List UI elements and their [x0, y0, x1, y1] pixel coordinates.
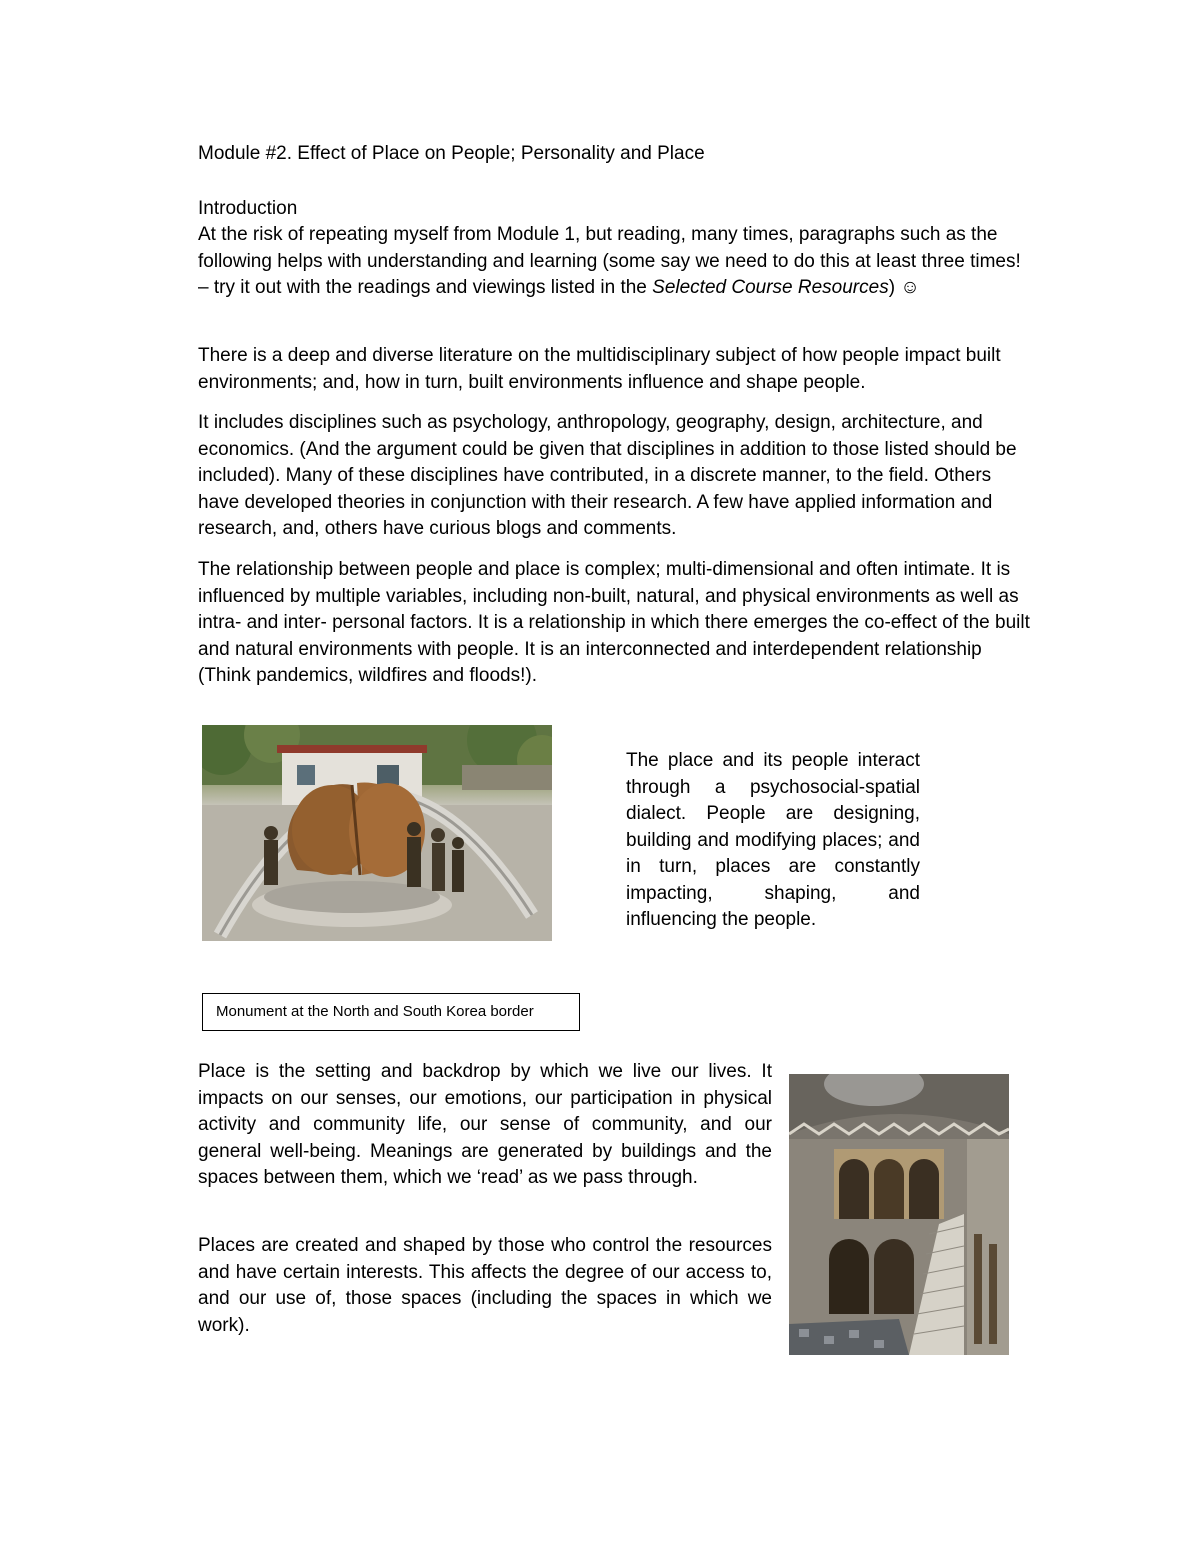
intro-text: At the risk of repeating myself from Module 1, but reading, many times, paragraphs such as the following helps with understanding and learning (some say we need to do this at least three times! – try it out with the readings and viewings listed in the [198, 224, 1021, 298]
interior-photo [789, 1074, 1009, 1355]
paragraph-literature: There is a deep and diverse literature on the multidisciplinary subject of how people impact built environments; and, how in turn, built environments influence and shape people. [198, 345, 1001, 393]
paragraph-relationship: The relationship between people and place is complex; multi-dimensional and often intimate. It is influenced by multiple variables, including non-built, natural, and physical environments as well as intra- and inter- personal factors. It is a relationship in which there emerges the co-effect of the built and natural environments with people. It is an interconnected and interdependent relationship (Think pandemics, wildfires and floods!). [198, 559, 1030, 686]
interior-illustration [789, 1074, 1009, 1355]
intro-paragraph [198, 222, 1030, 302]
paragraph-disciplines: It includes disciplines such as psychology, anthropology, geography, design, architecture, and economics. (And the argument could be given that disciplines in addition to those listed should be included). Many of these disciplines have contributed, in a discrete manner, to the field. Others have developed theories in conjunction with their research. A few have applied information and research, and, others have curious blogs and comments. [198, 412, 1017, 539]
monument-illustration [202, 725, 552, 941]
paragraph-place-setting: Place is the setting and backdrop by which we live our lives. It impacts on our senses, our emotions, our participation in physical activity and community life, our sense of community, and our general well-being. Meanings are generated by buildings and the spaces between them, which we ‘read’ as we pass through. [198, 1061, 772, 1188]
monument-photo [202, 725, 552, 941]
page-title: Module #2. Effect of Place on People; Personality and Place [198, 143, 705, 164]
photo-caption: Monument at the North and South Korea border [202, 993, 580, 1031]
intro-closing-text: ) ☺ [888, 277, 920, 298]
side-paragraph-psychosocial: The place and its people interact through a psychosocial-spatial dialect. People are designing, building and modifying places; and in turn, places are constantly impacting, shaping, and influencing the people. [626, 750, 920, 930]
selected-course-resources-text: Selected Course Resources [652, 277, 889, 298]
paragraph-places-created: Places are created and shaped by those who control the resources and have certain interests. This affects the degree of our access to, and our use of, those spaces (including the spaces in which we work). [198, 1235, 772, 1336]
intro-heading: Introduction [198, 198, 298, 219]
